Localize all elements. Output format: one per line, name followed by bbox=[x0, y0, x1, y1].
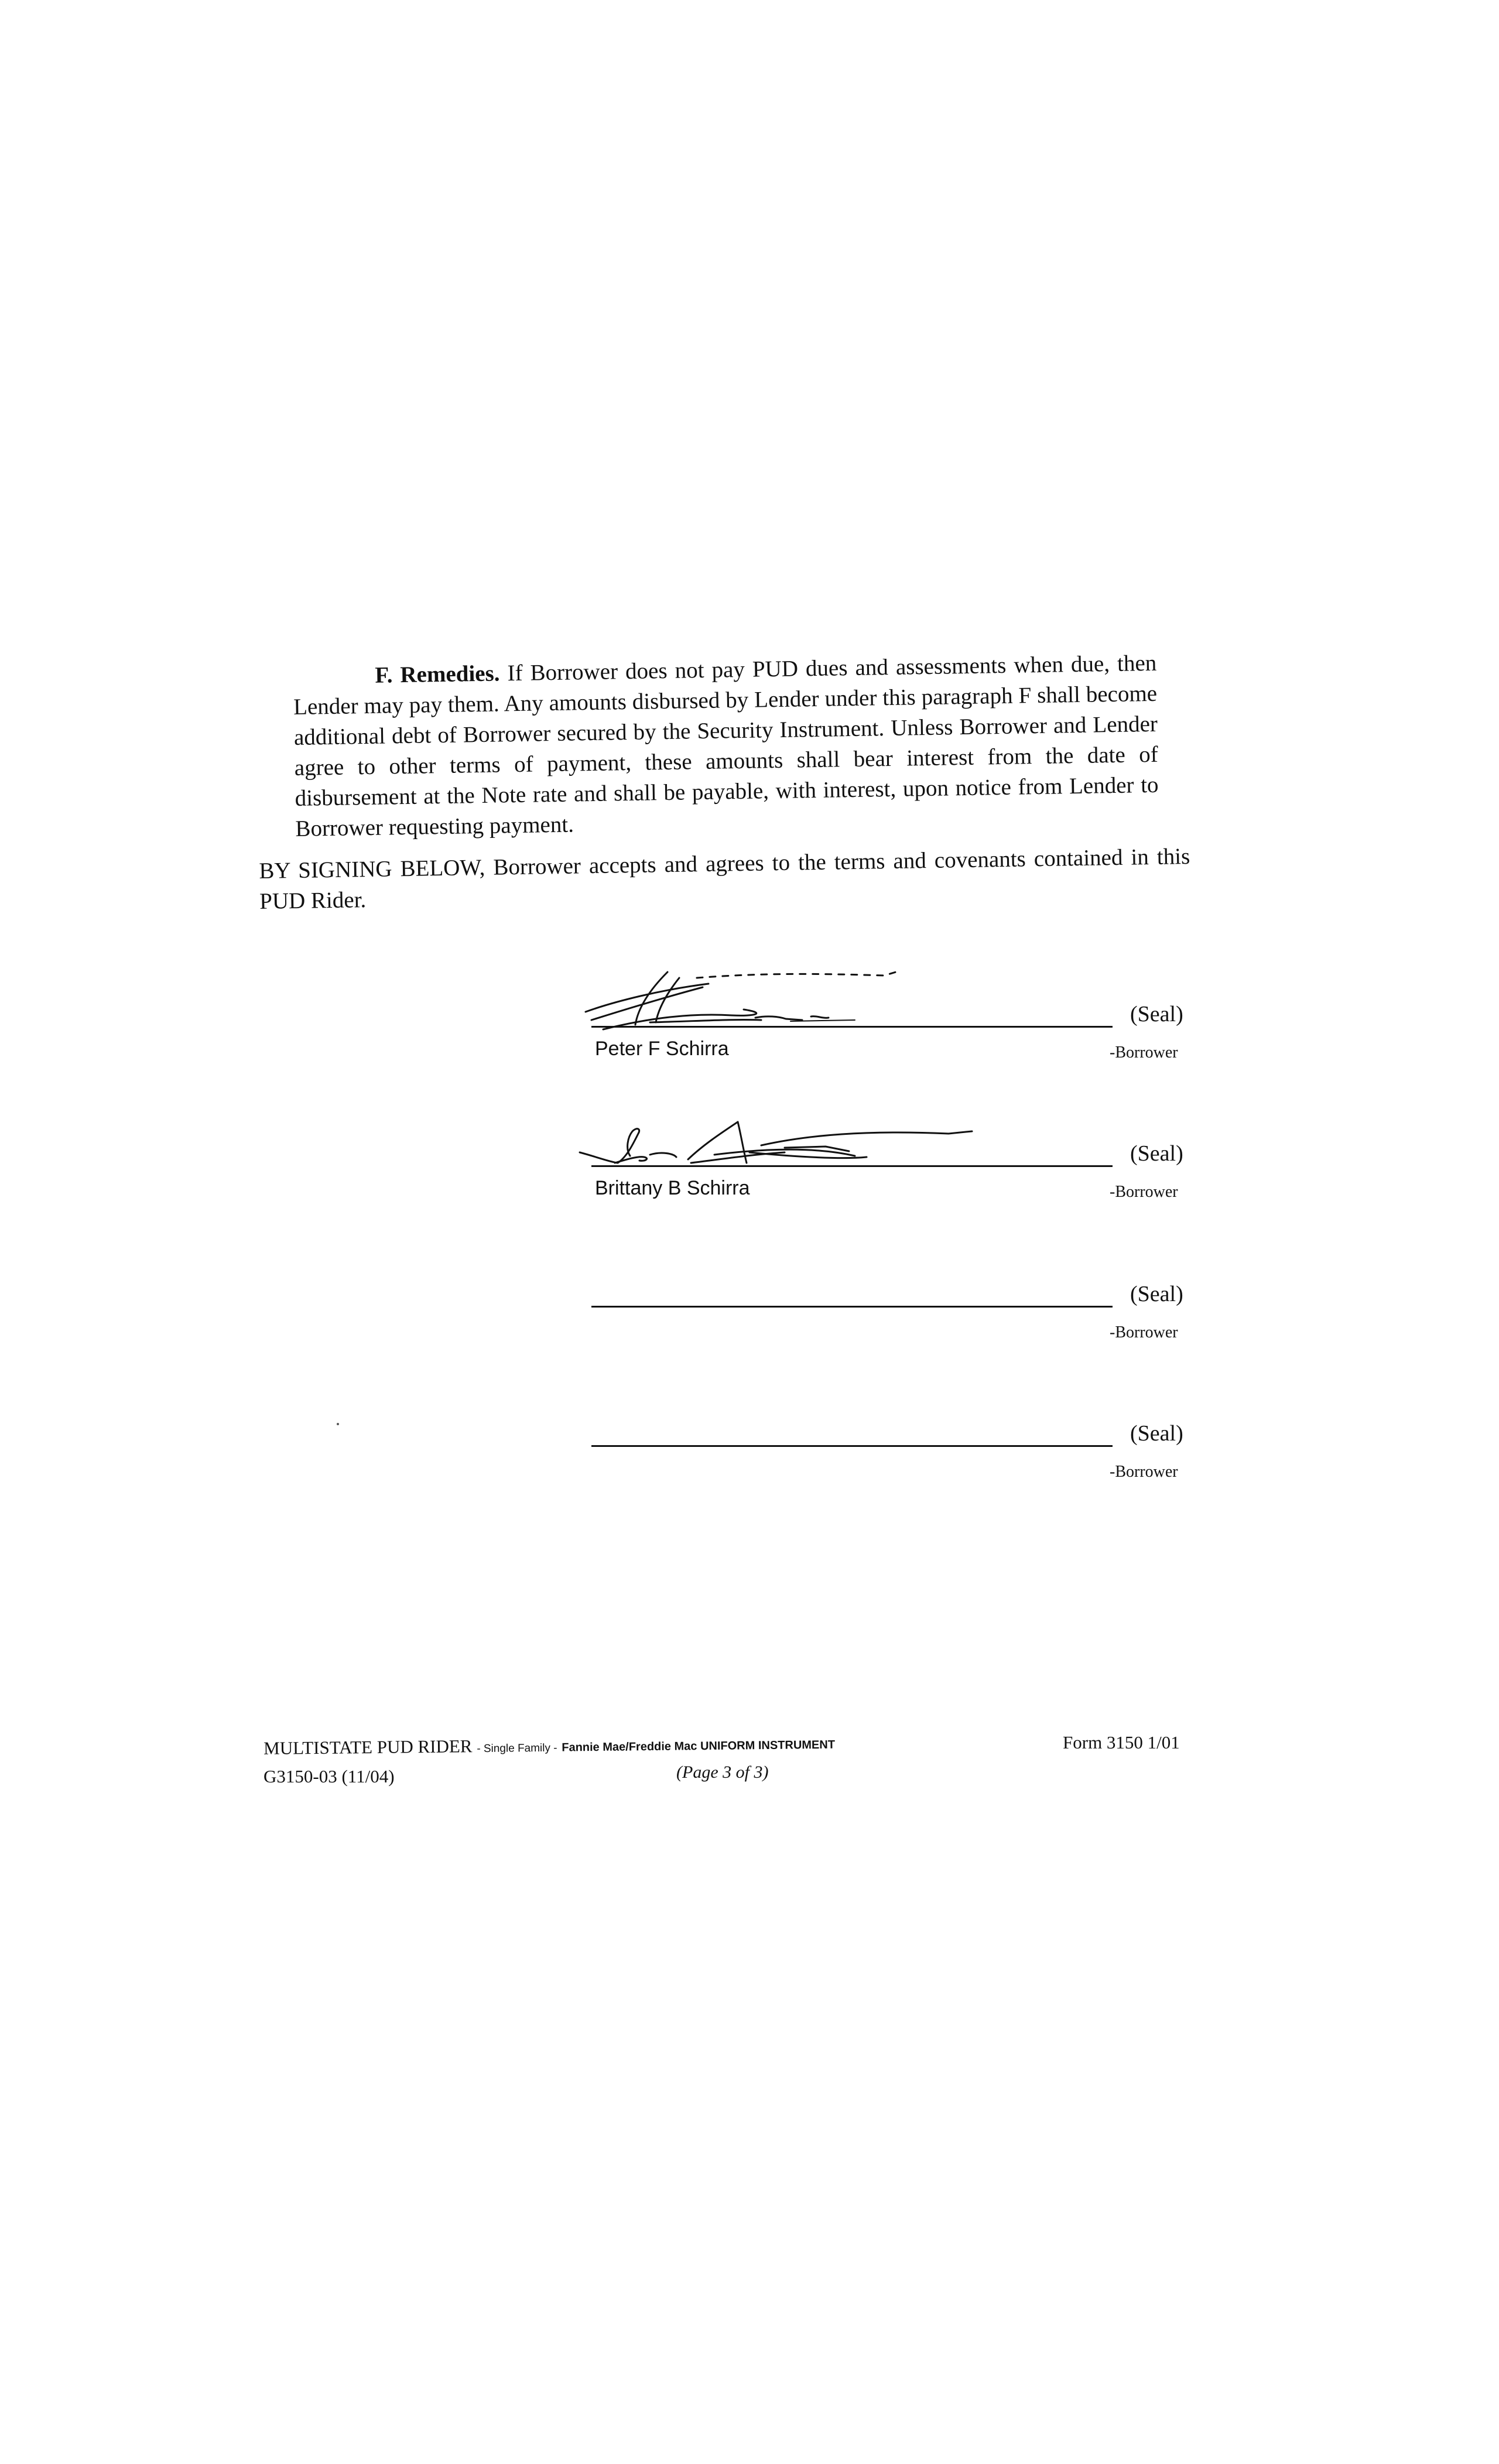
footer-title: MULTISTATE PUD RIDER bbox=[263, 1736, 473, 1758]
signature-block-2 bbox=[580, 1129, 1200, 1201]
borrower-label-1: -Borrower bbox=[1110, 1043, 1178, 1062]
signature-line-1 bbox=[591, 1026, 1113, 1028]
borrower-label-3: -Borrower bbox=[1110, 1323, 1178, 1341]
footer-title-line bbox=[263, 1732, 835, 1759]
signer-name-1: Peter F Schirra bbox=[595, 1038, 729, 1060]
handwritten-signature-1 bbox=[580, 966, 908, 1048]
seal-label-3: (Seal) bbox=[1130, 1282, 1183, 1306]
seal-label-1: (Seal) bbox=[1130, 1002, 1183, 1026]
borrower-label-2: -Borrower bbox=[1110, 1183, 1178, 1201]
footer-single-family: - Single Family - bbox=[477, 1741, 557, 1755]
footer-instrument: Fannie Mae/Freddie Mac UNIFORM INSTRUMENT bbox=[562, 1738, 836, 1754]
signing-statement: BY SIGNING BELOW, Borrower accepts and agrees to the terms and covenants contained in this PUD Rider. bbox=[259, 844, 1190, 914]
signature-block-1 bbox=[580, 990, 1200, 1062]
signature-line-4 bbox=[591, 1445, 1113, 1447]
borrower-label-4: -Borrower bbox=[1110, 1463, 1178, 1481]
remedies-text: If Borrower does not pay PUD dues and assessments when due, then Lender may pay them. Any amounts disbursed by Lender under this paragraph F shall become additional debt of Borrower secured by the Security Instrument. Unless Borrower and Lender agree to other terms of payment, these amounts shall bear interest from the date of disbursement at the Note rate and shall be payable, with interest, upon notice from Lender to Borrower requesting payment. bbox=[293, 650, 1159, 841]
seal-label-4: (Seal) bbox=[1130, 1421, 1183, 1446]
scan-speck bbox=[337, 1423, 339, 1425]
remedies-paragraph bbox=[293, 648, 1159, 844]
signature-block-3 bbox=[580, 1269, 1200, 1341]
seal-label-2: (Seal) bbox=[1130, 1141, 1183, 1166]
signature-line-2 bbox=[591, 1165, 1113, 1167]
signer-name-2: Brittany B Schirra bbox=[595, 1177, 750, 1199]
signature-block-4 bbox=[580, 1409, 1200, 1481]
footer-page-number: (Page 3 of 3) bbox=[676, 1763, 769, 1782]
handwritten-signature-2 bbox=[574, 1098, 1019, 1180]
signature-line-3 bbox=[591, 1306, 1113, 1308]
footer-code: G3150-03 (11/04) bbox=[263, 1766, 395, 1787]
footer-form-number: Form 3150 1/01 bbox=[1063, 1732, 1180, 1753]
remedies-heading: F. Remedies. bbox=[375, 661, 500, 688]
